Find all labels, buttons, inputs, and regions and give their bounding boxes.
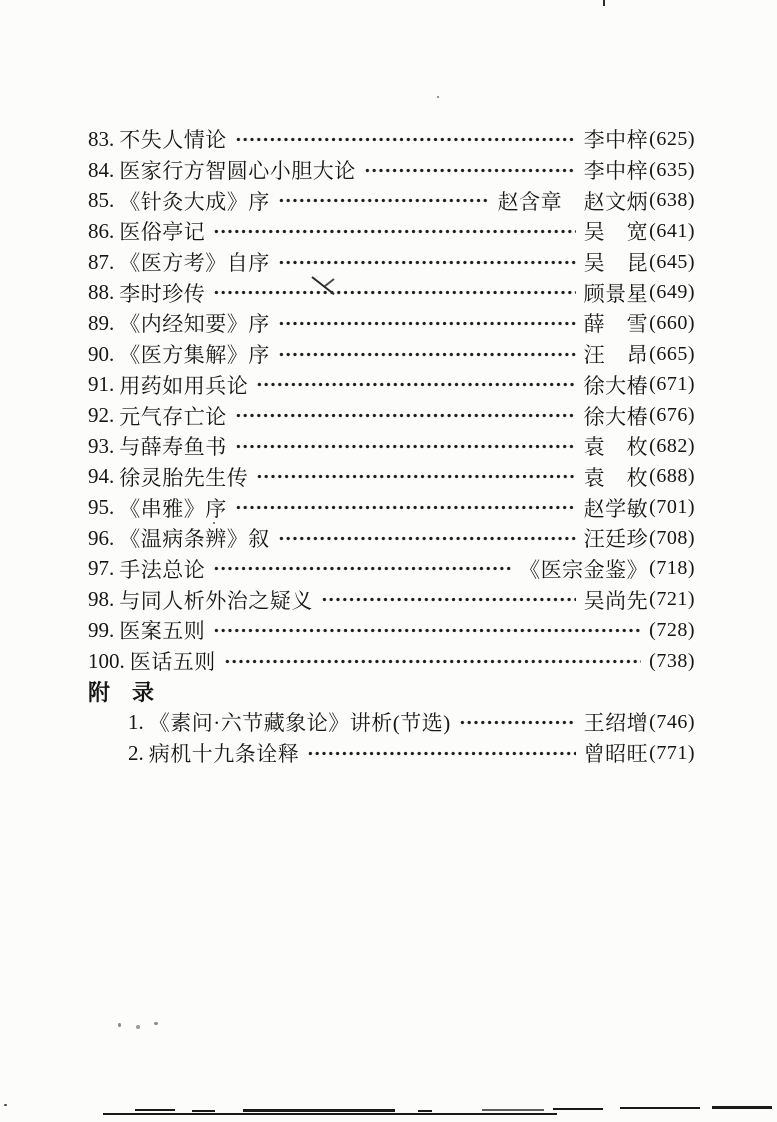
- entry-number: 93.: [88, 433, 115, 458]
- scan-bottom-streak: [482, 1109, 544, 1111]
- entry-number: 96.: [88, 525, 115, 550]
- dotted-leader: [278, 352, 576, 357]
- dotted-leader: [364, 168, 576, 173]
- entry-number: 85.: [88, 188, 115, 213]
- dotted-leader: [235, 505, 576, 510]
- entry-number: 83.: [88, 126, 115, 151]
- entry-page: (676): [649, 404, 695, 427]
- entry-page: (665): [649, 342, 695, 365]
- entry-page: (746): [649, 710, 695, 733]
- dotted-leader: [278, 321, 576, 326]
- scan-bottom-rule: [103, 1113, 557, 1115]
- entry-page: (649): [649, 281, 695, 304]
- entry-title: 与同人析外治之疑义: [119, 588, 313, 613]
- toc-entry: [88, 462, 695, 493]
- scan-speck: [118, 1023, 121, 1027]
- scan-bottom-streak: [135, 1109, 175, 1111]
- scan-bottom-streak: [620, 1107, 700, 1109]
- toc-entry: [88, 492, 695, 523]
- entry-number: 88.: [88, 280, 115, 305]
- entry-number: 84.: [88, 157, 115, 182]
- entry-authors: 曾昭旺: [583, 742, 649, 767]
- dotted-leader: [213, 628, 641, 633]
- dotted-leader: [278, 198, 490, 203]
- entry-title: 医话五则: [129, 650, 216, 675]
- entry-title: 不失人情论: [119, 128, 227, 153]
- entry-number: 95.: [88, 495, 115, 520]
- entry-page: (682): [649, 434, 695, 457]
- entry-number: 87.: [88, 249, 115, 274]
- entry-page: (701): [649, 496, 695, 519]
- entry-authors: 李中梓: [583, 159, 649, 184]
- entry-number: 98.: [88, 587, 115, 612]
- dotted-leader: [213, 229, 575, 234]
- entry-authors: 王绍增: [583, 711, 649, 736]
- dotted-leader: [224, 659, 641, 664]
- dotted-leader: [278, 260, 576, 265]
- toc-entry: [88, 124, 695, 155]
- dotted-leader: [235, 413, 576, 418]
- entry-title: 病机十九条诠释: [148, 742, 300, 767]
- entry-page: (671): [649, 373, 695, 396]
- entry-number: 1.: [128, 709, 144, 734]
- entry-title: 李时珍传: [119, 281, 206, 306]
- toc-entry: [88, 707, 695, 738]
- toc-entry: [88, 554, 695, 585]
- entry-number: 89.: [88, 310, 115, 335]
- entry-number: 94.: [88, 464, 115, 489]
- entry-number: 92.: [88, 403, 115, 428]
- toc-page-body: [88, 124, 695, 768]
- entry-authors: 李中梓: [583, 128, 649, 153]
- scan-speck: [213, 522, 215, 524]
- toc-entry: [88, 646, 695, 677]
- entry-title: 《素问·六节藏象论》讲析(节选): [148, 711, 451, 736]
- dotted-leader: [256, 474, 575, 479]
- scan-bottom-streak: [418, 1110, 432, 1112]
- entry-page: (688): [649, 465, 695, 488]
- scan-bottom-streak: [192, 1110, 215, 1112]
- entry-authors: 赵含章 赵文炳: [497, 189, 649, 214]
- entry-title: 手法总论: [119, 557, 206, 582]
- toc-entry: [88, 339, 695, 370]
- entry-title: 《温病条辨》叙: [119, 527, 270, 552]
- entry-page: (708): [649, 526, 695, 549]
- toc-entry: [88, 584, 695, 615]
- scan-bottom-streak: [712, 1106, 772, 1109]
- scan-bottom-streak: [243, 1109, 395, 1112]
- entry-authors: 袁 枚: [583, 435, 649, 460]
- entry-page: (738): [649, 649, 695, 672]
- appendix-list: [88, 707, 695, 768]
- entry-authors: 《医宗金鉴》: [519, 557, 649, 582]
- entry-number: 99.: [88, 617, 115, 642]
- dotted-leader: [307, 751, 575, 756]
- entry-number: 2.: [128, 740, 144, 765]
- entry-title: 《医方集解》序: [119, 343, 270, 368]
- toc-entry: [88, 431, 695, 462]
- entry-authors: 吴 宽: [583, 220, 649, 245]
- entry-title: 医案五则: [119, 619, 206, 644]
- entry-authors: 汪廷珍: [583, 527, 649, 552]
- scan-speck: [4, 1104, 7, 1106]
- toc-entry: [88, 308, 695, 339]
- scan-edge-tick: [603, 0, 605, 6]
- entry-page: (625): [649, 127, 695, 150]
- entry-title: 用药如用兵论: [119, 373, 249, 398]
- appendix-heading-label: 附 录: [88, 680, 155, 706]
- entry-title: 《针灸大成》序: [119, 189, 270, 214]
- toc-entry: [88, 370, 695, 401]
- entry-page: (635): [649, 158, 695, 181]
- toc-entry: [88, 216, 695, 247]
- dotted-leader: [235, 137, 576, 142]
- entry-page: (718): [649, 557, 695, 580]
- toc-entry: [88, 400, 695, 431]
- dotted-leader: [459, 720, 576, 725]
- toc-entry: [88, 247, 695, 278]
- entry-number: 100.: [88, 648, 125, 673]
- toc-entry: [88, 523, 695, 554]
- entry-authors: 袁 枚: [583, 465, 649, 490]
- entry-title: 与薛寿鱼书: [119, 435, 227, 460]
- entry-title: 医俗亭记: [119, 220, 206, 245]
- entry-page: (721): [649, 588, 695, 611]
- toc-list: [88, 124, 695, 676]
- entry-title: 徐灵胎先生传: [119, 465, 249, 490]
- toc-entry: [88, 185, 695, 216]
- toc-entry: [88, 615, 695, 646]
- entry-page: (645): [649, 250, 695, 273]
- entry-authors: 汪 昂: [583, 343, 649, 368]
- toc-entry: [88, 277, 695, 308]
- scan-bottom-streak: [553, 1108, 603, 1110]
- entry-authors: 徐大椿: [583, 404, 649, 429]
- scan-speck: [154, 1022, 158, 1025]
- dotted-leader: [213, 566, 511, 571]
- entry-number: 86.: [88, 218, 115, 243]
- entry-authors: 顾景星: [583, 281, 649, 306]
- entry-title: 《内经知要》序: [119, 312, 270, 337]
- dotted-leader: [213, 290, 575, 295]
- dotted-leader: [278, 536, 576, 541]
- toc-entry: [88, 738, 695, 769]
- appendix-heading: [88, 676, 695, 707]
- entry-title: 元气存亡论: [119, 404, 227, 429]
- entry-authors: 徐大椿: [583, 373, 649, 398]
- dotted-leader: [256, 382, 575, 387]
- dotted-leader: [235, 444, 576, 449]
- entry-page: (660): [649, 311, 695, 334]
- entry-page: (728): [649, 618, 695, 641]
- entry-number: 90.: [88, 341, 115, 366]
- entry-authors: 薛 雪: [583, 312, 649, 337]
- entry-authors: 赵学敏: [583, 496, 649, 521]
- entry-page: (641): [649, 219, 695, 242]
- toc-entry: [88, 155, 695, 186]
- entry-page: (771): [649, 741, 695, 764]
- entry-title: 《医方考》自序: [119, 251, 270, 276]
- scan-speck: [136, 1025, 140, 1029]
- scan-speck: [437, 96, 439, 98]
- dotted-leader: [321, 597, 576, 602]
- entry-title: 医家行方智圆心小胆大论: [119, 159, 356, 184]
- entry-number: 97.: [88, 556, 115, 581]
- entry-authors: 吴 昆: [583, 251, 649, 276]
- entry-authors: 吴尚先: [583, 588, 649, 613]
- entry-title: 《串雅》序: [119, 496, 227, 521]
- entry-page: (638): [649, 189, 695, 212]
- entry-number: 91.: [88, 372, 115, 397]
